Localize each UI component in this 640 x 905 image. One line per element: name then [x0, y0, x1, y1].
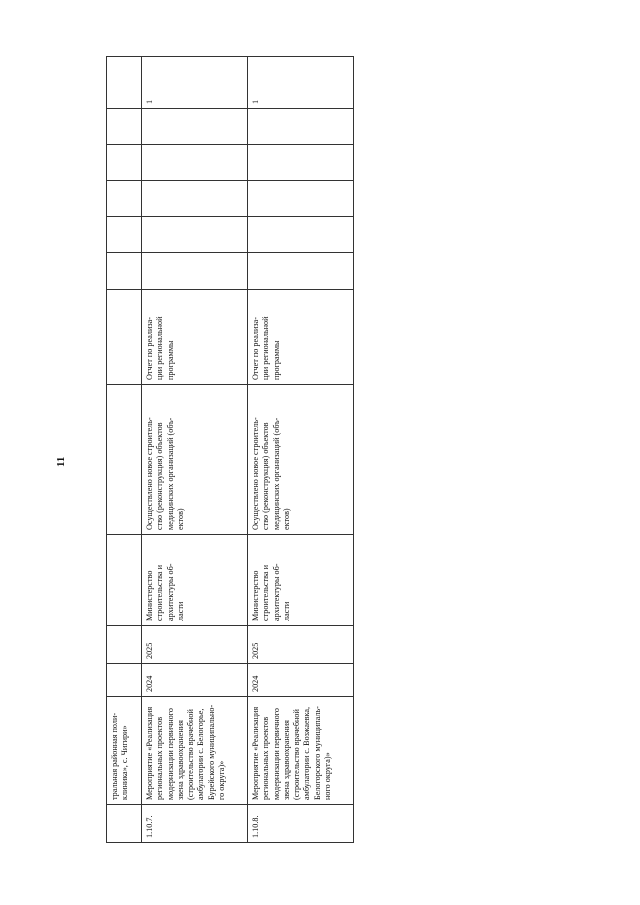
- events-table: [106, 56, 354, 843]
- table-cell-result: Осуществлено новое строитель- ство (реконструкция) объектов медицинских организаций (объ- ектов): [248, 385, 354, 535]
- table-cell: [107, 664, 142, 697]
- table-cell: [107, 145, 142, 181]
- table-cell: [142, 145, 248, 181]
- table-cell-end: 2025: [142, 626, 248, 664]
- table-cell: [248, 253, 354, 290]
- table-cell-start: 2024: [248, 664, 354, 697]
- table-cell: [142, 253, 248, 290]
- table-cell-control: Отчет по реализа- ции региональной программы: [142, 290, 248, 385]
- rotated-table-container: [106, 57, 346, 843]
- table-cell: [107, 217, 142, 253]
- table-cell-executor: Министерство строительства и архитектуры об- ласти: [142, 535, 248, 626]
- table-cell: [107, 253, 142, 290]
- table-cell: [248, 109, 354, 145]
- page-number: 11: [55, 456, 67, 467]
- table-cell: [248, 217, 354, 253]
- table-row: [248, 57, 354, 843]
- table-row: [107, 57, 142, 843]
- table-cell-event: Мероприятие «Реализация региональных проектов модернизации первичного звена здравоохранения (строительство врачебной амбулатории с. Возжаевка, Белогорского муниципаль- ного округа)»: [248, 697, 354, 805]
- table-cell: [107, 535, 142, 626]
- table-cell: [248, 145, 354, 181]
- table-cell-event: Мероприятие «Реализация региональных проектов модернизации первичного звена здравоохранения (строительство врачебной амбулатории с. Белогорье, Бурейского муниципально- го округа)»: [142, 697, 248, 805]
- table-cell: [107, 626, 142, 664]
- table-row: [142, 57, 248, 843]
- table-cell-num: 1.10.7.: [142, 805, 248, 843]
- table-cell: [107, 181, 142, 217]
- table-cell-event: тральная районная поли- клиника», с. Чигири»: [107, 697, 142, 805]
- table-cell: [142, 217, 248, 253]
- table-cell: [107, 385, 142, 535]
- table-cell: [142, 181, 248, 217]
- table-cell-num: 1.10.8.: [248, 805, 354, 843]
- table-cell: [107, 290, 142, 385]
- table-cell-start: 2024: [142, 664, 248, 697]
- table-cell: [107, 805, 142, 843]
- table-cell: [107, 109, 142, 145]
- table-cell: [107, 57, 142, 109]
- table-cell-value: 1: [248, 57, 354, 109]
- table-cell-control: Отчет по реализа- ции региональной программы: [248, 290, 354, 385]
- table-cell-result: Осуществлено новое строитель- ство (реконструкция) объектов медицинских организаций (объ- ектов): [142, 385, 248, 535]
- table-cell-value: 1: [142, 57, 248, 109]
- table-cell-executor: Министерство строительства и архитектуры об- ласти: [248, 535, 354, 626]
- table-cell: [248, 181, 354, 217]
- table-cell: [142, 109, 248, 145]
- table-cell-end: 2025: [248, 626, 354, 664]
